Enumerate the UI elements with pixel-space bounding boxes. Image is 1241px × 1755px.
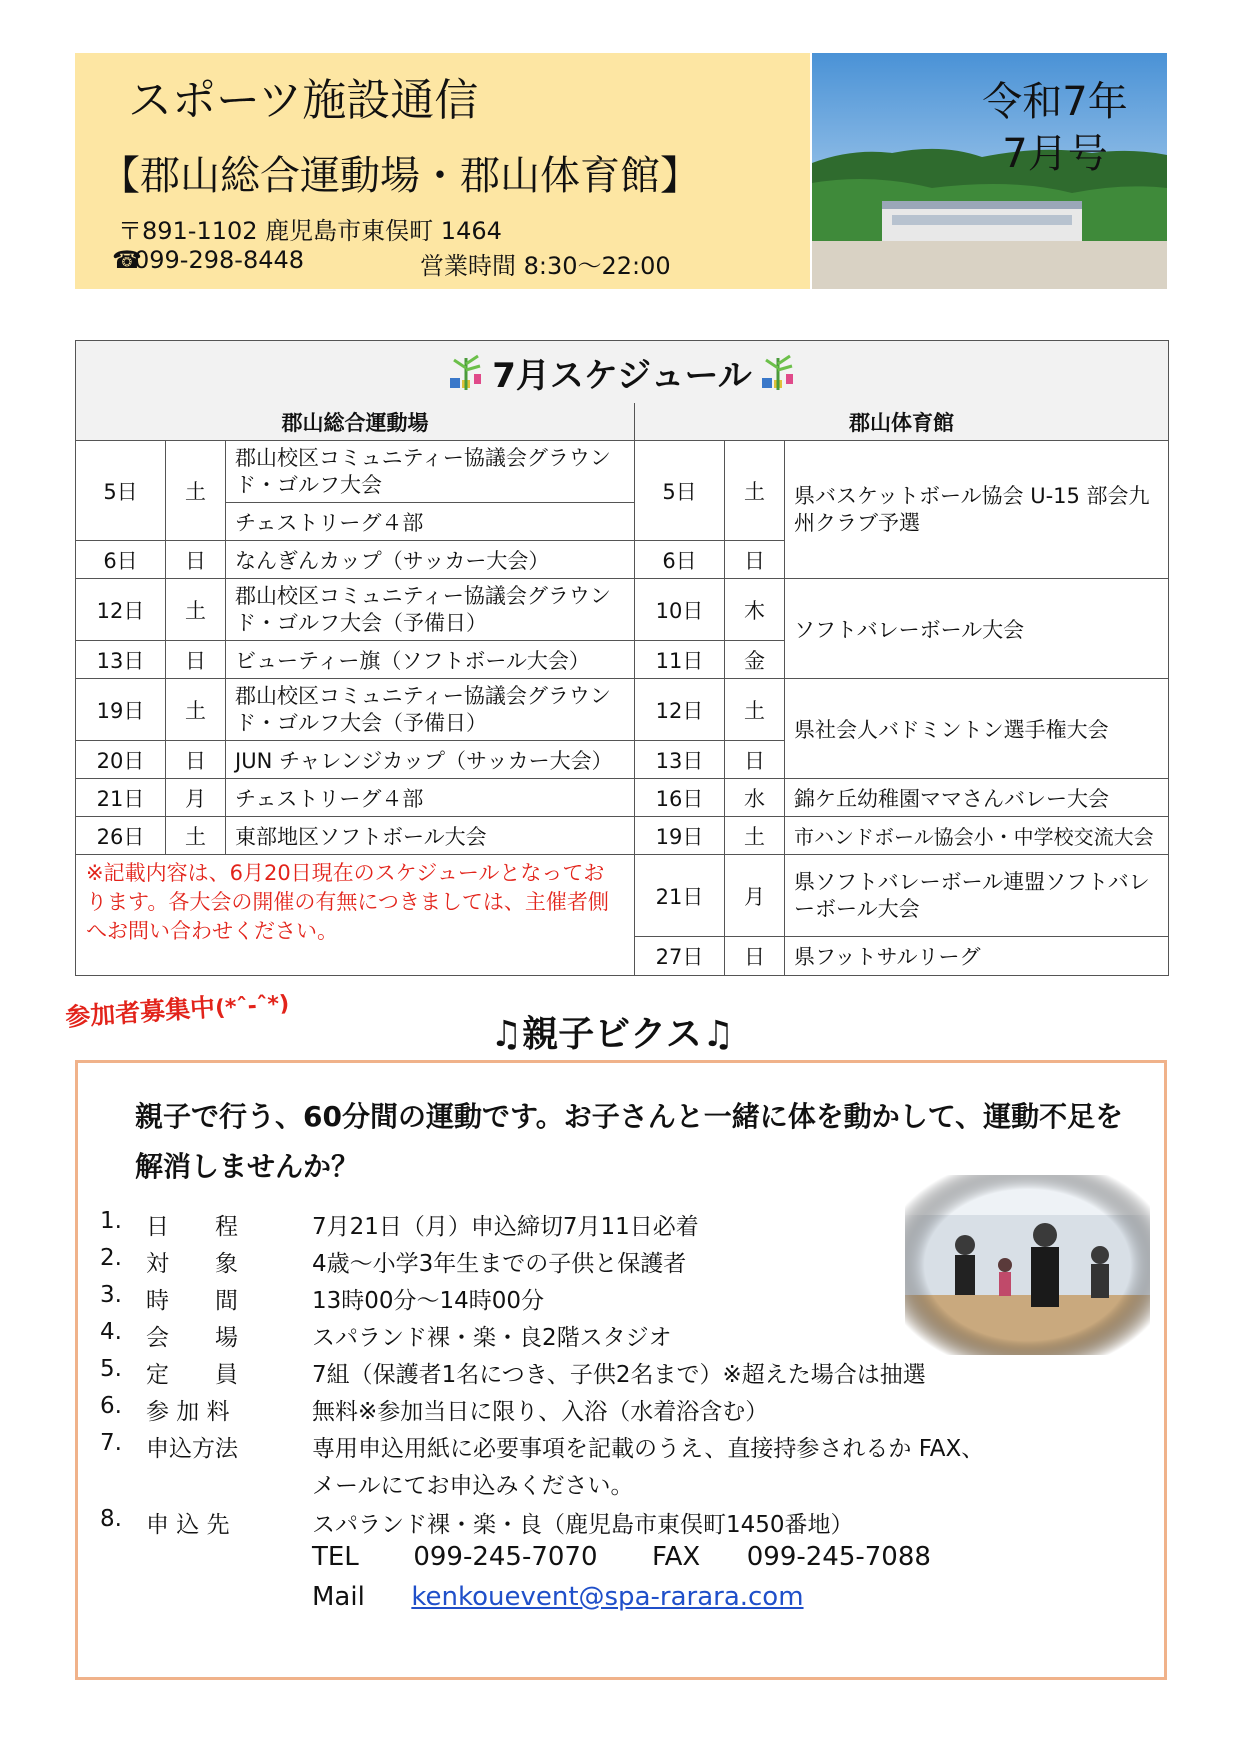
tanabata-bamboo-icon [446, 352, 486, 392]
issue-date [955, 76, 1155, 180]
item-number: 8. [100, 1506, 122, 1532]
tel-label: TEL [312, 1542, 359, 1572]
left-event: JUN チャレンジカップ（サッカー大会） [226, 741, 635, 779]
right-dow: 月 [725, 855, 785, 937]
left-date: 26日 [76, 817, 166, 855]
phone-number: 099-298-8448 [134, 246, 305, 274]
right-event: 県社会人バドミントン選手権大会 [785, 679, 1168, 779]
left-dow: 日 [166, 541, 226, 579]
schedule-note: ※記載内容は、6月20日現在のスケジュールとなっております。各大会の開催の有無につきましては、主催者側へお問い合わせください。 [76, 855, 635, 975]
facility-names: 【郡山総合運動場・郡山体育館】 [100, 153, 700, 199]
phone-icon: ☎ [112, 246, 142, 274]
right-date: 6日 [635, 541, 725, 579]
right-dow: 日 [725, 541, 785, 579]
item-value: 7月21日（月）申込締切7月11日必着 [312, 1214, 699, 1240]
item-value: 専用申込用紙に必要事項を記載のうえ、直接持参されるか FAX、 [312, 1436, 985, 1462]
right-column-header: 郡山体育館 [635, 403, 1168, 441]
left-event: ビューティー旗（ソフトボール大会） [226, 641, 635, 679]
right-date: 5日 [635, 441, 725, 541]
right-event: 錦ケ丘幼稚園ママさんバレー大会 [785, 779, 1168, 817]
left-date: 6日 [76, 541, 166, 579]
item-value: メールにてお申込みください。 [312, 1473, 634, 1499]
left-event: チェストリーグ４部 [226, 779, 635, 817]
left-date: 12日 [76, 579, 166, 641]
item-number: 7. [100, 1430, 122, 1456]
left-dow: 月 [166, 779, 226, 817]
mail-link[interactable]: kenkouevent@spa-rarara.com [411, 1582, 804, 1612]
item-label: 申 込 先 [146, 1512, 230, 1538]
left-dow: 土 [166, 817, 226, 855]
right-dow: 日 [725, 937, 785, 975]
right-date: 11日 [635, 641, 725, 679]
left-date: 19日 [76, 679, 166, 741]
right-dow: 金 [725, 641, 785, 679]
item-number: 4. [100, 1319, 122, 1345]
item-number: 3. [100, 1282, 122, 1308]
left-event: なんぎんカップ（サッカー大会） [226, 541, 635, 579]
business-hours: 営業時間 8:30～22:00 [420, 252, 671, 280]
item-value: スパランド裸・楽・良（鹿児島市東俣町1450番地） [312, 1512, 854, 1538]
right-event: 市ハンドボール協会小・中学校交流大会 [785, 817, 1168, 855]
issue-year: 令和7年 [982, 79, 1128, 125]
item-label: 対 象 [146, 1251, 238, 1277]
contact-tel [312, 1542, 931, 1572]
item-value: 7組（保護者1名につき、子供2名まで）※超えた場合は抽選 [312, 1362, 926, 1388]
item-value: 13時00分～14時00分 [312, 1288, 545, 1314]
fax-label: FAX [652, 1542, 701, 1572]
left-event: 郡山校区コミュニティー協議会グラウンド・ゴルフ大会（予備日） [226, 579, 635, 641]
right-dow: 土 [725, 817, 785, 855]
item-value: スパランド裸・楽・良2階スタジオ [312, 1325, 672, 1351]
right-event: 県フットサルリーグ [794, 945, 981, 969]
left-date: 5日 [76, 441, 166, 541]
right-dow: 土 [725, 679, 785, 741]
mail-label: Mail [312, 1582, 365, 1612]
left-event: 郡山校区コミュニティー協議会グラウンド・ゴルフ大会 [226, 441, 635, 503]
right-dow: 日 [725, 741, 785, 779]
exercise-class-photo [905, 1175, 1150, 1355]
item-number: 2. [100, 1245, 122, 1271]
recruiting-label: 参加者募集中 [64, 992, 217, 1032]
left-event: 郡山校区コミュニティー協議会グラウンド・ゴルフ大会（予備日） [226, 679, 635, 741]
left-column-header: 郡山総合運動場 [76, 403, 635, 441]
item-label: 会 場 [146, 1325, 238, 1351]
item-label: 申込方法 [146, 1436, 238, 1462]
right-event: ソフトバレーボール大会 [785, 579, 1168, 679]
item-value: 4歳～小学3年生までの子供と保護者 [312, 1251, 687, 1277]
intro-line: 親子で行う、60分間の運動です。お子さんと一緒に体を動かして、運動不足を [135, 1100, 1124, 1133]
newsletter-title: スポーツ施設通信 [128, 75, 479, 126]
address: 〒891-1102 鹿児島市東俣町 1464 [118, 217, 502, 245]
right-date: 16日 [635, 779, 725, 817]
item-label: 定 員 [146, 1362, 238, 1388]
item-value: 無料※参加当日に限り、入浴（水着浴含む） [312, 1399, 769, 1425]
right-date: 13日 [635, 741, 725, 779]
phone [112, 246, 304, 274]
left-date: 20日 [76, 741, 166, 779]
right-dow: 土 [725, 441, 785, 541]
right-event: 県ソフトバレーボール連盟ソフトバレーボール大会 [785, 855, 1168, 937]
intro-line: 解消しませんか？ [135, 1150, 360, 1183]
item-number: 1. [100, 1208, 122, 1234]
left-event: 東部地区ソフトボール大会 [226, 817, 635, 855]
left-dow: 日 [166, 641, 226, 679]
left-dow: 土 [166, 441, 226, 541]
fax-number: 099-245-7088 [746, 1542, 931, 1572]
schedule-title-text: 7月スケジュール [492, 355, 752, 396]
left-dow: 日 [166, 741, 226, 779]
right-date: 12日 [635, 679, 725, 741]
item-label: 時 間 [146, 1288, 238, 1314]
recruiting-badge [64, 982, 290, 1034]
left-dow: 土 [166, 579, 226, 641]
right-date: 10日 [635, 579, 725, 641]
left-dow: 土 [166, 679, 226, 741]
schedule-table [75, 340, 1169, 976]
right-date: 19日 [635, 817, 725, 855]
item-number: 5. [100, 1356, 122, 1382]
right-dow: 水 [725, 779, 785, 817]
smiley-face: (*ˆ-ˆ*) [214, 991, 291, 1022]
item-label: 参 加 料 [146, 1399, 230, 1425]
left-event: チェストリーグ４部 [226, 503, 635, 541]
left-date: 21日 [76, 779, 166, 817]
issue-month: 7月号 [1002, 131, 1108, 177]
right-date: 21日 [635, 855, 725, 937]
right-event: 県バスケットボール協会 U-15 部会九州クラブ予選 [785, 441, 1168, 579]
tel-number: 099-245-7070 [413, 1542, 598, 1572]
left-date: 13日 [76, 641, 166, 679]
item-number: 6. [100, 1393, 122, 1419]
item-label: 日 程 [146, 1214, 238, 1240]
right-date: 27日 [635, 937, 725, 975]
schedule-title [76, 341, 1168, 404]
right-dow: 木 [725, 579, 785, 641]
tanabata-bamboo-icon [758, 352, 798, 392]
contact-mail [312, 1582, 804, 1612]
oyako-bics-title: ♫親子ビクス♫ [490, 1014, 735, 1055]
